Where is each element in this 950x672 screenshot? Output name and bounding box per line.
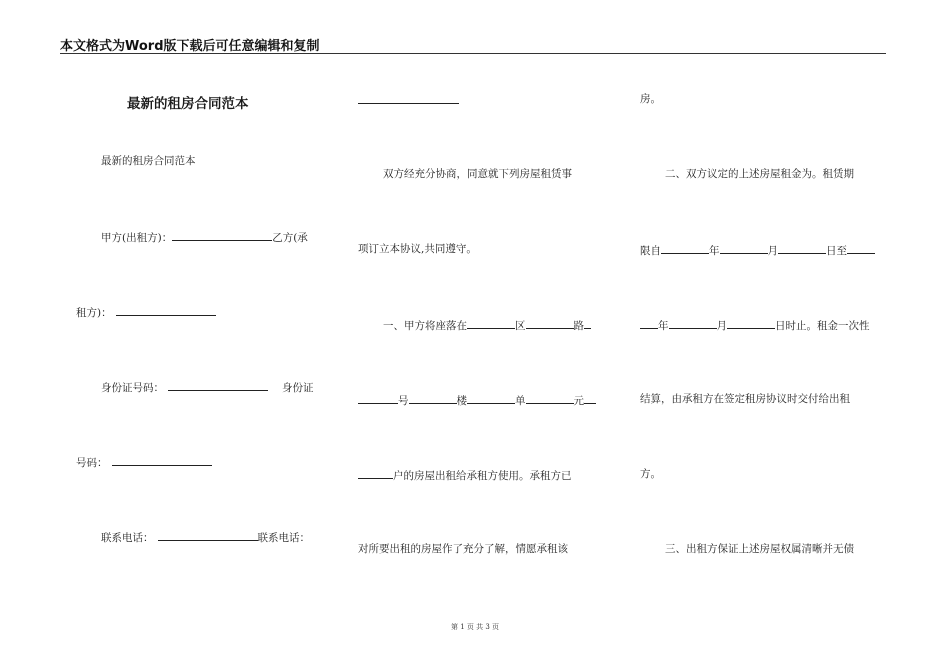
building-label: 楼 [456,395,467,407]
header-text: 本文格式为Word版下载后可任意编辑和复制 [60,39,320,54]
col3-line-1: 房。 [640,93,661,105]
location-label: 一、甲方将座落在 [383,320,467,332]
road-tail-blank[interactable] [584,317,591,329]
end-year-label: 年 [658,320,669,332]
district-label: 区 [515,320,526,332]
unit-blank[interactable] [467,392,515,404]
col2-line-2: 双方经充分协商，同意就下列房屋租赁事 [383,168,572,180]
id-number-b-label-start: 身份证 [282,382,314,394]
party-a-label: 甲方(出租方)： [101,232,173,244]
number-label: 号 [398,395,409,407]
id-number-a-blank[interactable] [168,379,268,391]
district-blank[interactable] [467,317,515,329]
col3-line-5: 结算，由承租方在签定租房协议时交付给出租 [640,393,850,405]
end-day-blank[interactable] [727,317,775,329]
yuan-tail-blank[interactable] [584,392,596,404]
id-number-a-label: 身份证号码： [101,382,164,394]
phone-b-label: 联系电话： [257,532,310,544]
col2-line-6-text: 户的房屋出租给承租方使用。承租方已 [393,470,572,482]
party-b-phone-blank[interactable] [358,92,459,104]
phone-a-blank[interactable] [158,529,258,541]
party-b-blank[interactable] [116,304,216,316]
col2-line-4 [383,317,591,333]
col2-line-5 [358,392,596,408]
start-year-label: 年 [709,245,720,257]
end-month-label: 月 [716,320,727,332]
phone-a-label: 联系电话： [101,532,154,544]
col1-line-4 [101,379,314,395]
party-a-blank[interactable] [172,229,272,241]
number-blank[interactable] [358,392,398,404]
page-header [60,35,886,54]
unit-label: 单 [515,395,526,407]
end-year-start-blank[interactable] [847,242,875,254]
start-day-label: 日至 [826,245,847,257]
term-from-label: 限自 [640,245,661,257]
page-footer: 第 1 页 共 3 页 [450,623,500,631]
end-year-blank[interactable] [640,317,658,329]
start-day-blank[interactable] [778,242,826,254]
start-year-blank[interactable] [661,242,709,254]
col2-line-1 [358,92,459,108]
document-title: 最新的租房合同范本 [127,96,249,112]
start-month-blank[interactable] [720,242,768,254]
id-number-b-blank[interactable] [112,454,212,466]
col3-line-7: 三、出租方保证上述房屋权属清晰并无债 [665,543,854,555]
col1-line-5 [76,454,212,470]
col3-line-6: 方。 [640,468,661,480]
end-day-label: 日时止。租金一次性 [775,320,870,332]
room-blank[interactable] [358,467,393,479]
col1-line-6 [101,529,310,545]
building-blank[interactable] [409,392,457,404]
col1-line-3 [76,304,216,320]
col2-line-6 [358,467,572,483]
col2-line-7: 对所要出租的房屋作了充分了解，情愿承租该 [358,543,568,555]
col3-line-3 [640,242,875,258]
start-month-label: 月 [767,245,778,257]
yuan-blank[interactable] [526,392,574,404]
id-number-b-label-end: 号码： [76,457,108,469]
col2-line-3: 项订立本协议,共同遵守。 [358,243,477,255]
yuan-label: 元 [573,395,584,407]
col1-line-2 [101,229,308,245]
col1-line-1: 最新的租房合同范本 [101,155,196,167]
road-label: 路 [573,320,584,332]
end-month-blank[interactable] [669,317,717,329]
col3-line-2: 二、双方议定的上述房屋租金为。租赁期 [665,168,854,180]
road-blank[interactable] [526,317,574,329]
party-b-label-start: 乙方(承 [272,232,308,244]
col3-line-4 [640,317,870,333]
party-b-label-end: 租方)： [76,307,112,319]
